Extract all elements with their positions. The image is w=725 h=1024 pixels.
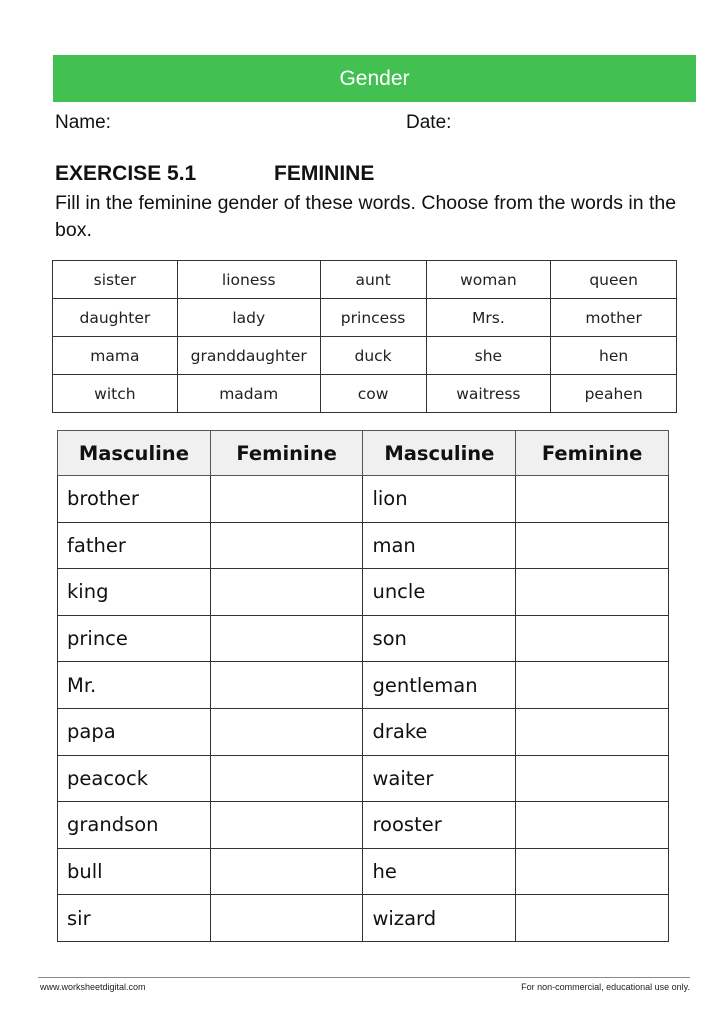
feminine-answer-cell[interactable] (516, 662, 669, 709)
word-bank-item: sister (53, 261, 178, 299)
feminine-answer-cell[interactable] (516, 615, 669, 662)
feminine-answer-cell[interactable] (516, 848, 669, 895)
feminine-answer-cell[interactable] (210, 708, 363, 755)
exercise-heading (55, 162, 374, 186)
feminine-answer-input[interactable] (211, 569, 363, 615)
feminine-answer-input[interactable] (516, 476, 668, 522)
feminine-answer-cell[interactable] (210, 476, 363, 523)
feminine-answer-cell[interactable] (210, 755, 363, 802)
word-bank-item: woman (426, 261, 551, 299)
feminine-answer-input[interactable] (211, 756, 363, 802)
feminine-answer-input[interactable] (516, 662, 668, 708)
feminine-answer-input[interactable] (211, 616, 363, 662)
masculine-word: king (58, 569, 211, 616)
name-field-label: Name: (55, 112, 111, 133)
word-bank-item: peahen (551, 375, 677, 413)
exercise-instructions: Fill in the feminine gender of these words. Choose from the words in the box. (55, 192, 677, 241)
feminine-answer-input[interactable] (211, 802, 363, 848)
masculine-word: lion (363, 476, 516, 523)
table-row (58, 895, 669, 942)
table-row (58, 476, 669, 523)
masculine-word: son (363, 615, 516, 662)
footer-divider (38, 977, 690, 978)
word-bank-row (53, 337, 677, 375)
feminine-answer-input[interactable] (516, 895, 668, 941)
table-header-row (58, 431, 669, 476)
feminine-answer-input[interactable] (516, 756, 668, 802)
feminine-answer-cell[interactable] (210, 848, 363, 895)
word-bank-item: queen (551, 261, 677, 299)
exercise-number: EXERCISE 5.1 (55, 162, 197, 185)
word-bank-row (53, 261, 677, 299)
table-row (58, 662, 669, 709)
masculine-word: drake (363, 708, 516, 755)
word-bank-item: waitress (426, 375, 551, 413)
masculine-word: rooster (363, 802, 516, 849)
feminine-answer-cell[interactable] (516, 895, 669, 942)
masculine-word: father (58, 522, 211, 569)
feminine-answer-cell[interactable] (516, 708, 669, 755)
feminine-answer-input[interactable] (211, 895, 363, 941)
table-row (58, 802, 669, 849)
masculine-word: sir (58, 895, 211, 942)
feminine-answer-cell[interactable] (516, 569, 669, 616)
masculine-word: peacock (58, 755, 211, 802)
table-row (58, 755, 669, 802)
masculine-word: papa (58, 708, 211, 755)
feminine-answer-cell[interactable] (210, 662, 363, 709)
word-bank-item: hen (551, 337, 677, 375)
feminine-answer-input[interactable] (211, 662, 363, 708)
table-row (58, 708, 669, 755)
feminine-answer-cell[interactable] (516, 476, 669, 523)
worksheet-title-banner (53, 55, 696, 102)
word-bank-row (53, 299, 677, 337)
masculine-word: uncle (363, 569, 516, 616)
feminine-answer-cell[interactable] (210, 569, 363, 616)
table-row (58, 615, 669, 662)
feminine-answer-cell[interactable] (516, 755, 669, 802)
feminine-answer-input[interactable] (516, 569, 668, 615)
feminine-answer-cell[interactable] (516, 522, 669, 569)
word-bank-item: aunt (320, 261, 426, 299)
masculine-word: man (363, 522, 516, 569)
table-row (58, 522, 669, 569)
word-bank-item: granddaughter (177, 337, 320, 375)
feminine-answer-input[interactable] (211, 523, 363, 569)
column-header-masculine: Masculine (363, 431, 516, 476)
word-bank-item: daughter (53, 299, 178, 337)
column-header-masculine: Masculine (58, 431, 211, 476)
feminine-answer-input[interactable] (516, 849, 668, 895)
worksheet-title: Gender (339, 66, 410, 90)
feminine-answer-input[interactable] (516, 523, 668, 569)
feminine-answer-cell[interactable] (516, 802, 669, 849)
masculine-word: wizard (363, 895, 516, 942)
table-row (58, 569, 669, 616)
masculine-word: Mr. (58, 662, 211, 709)
masculine-word: he (363, 848, 516, 895)
word-bank-item: duck (320, 337, 426, 375)
masculine-word: prince (58, 615, 211, 662)
word-bank-row (53, 375, 677, 413)
feminine-answer-input[interactable] (516, 709, 668, 755)
feminine-answer-cell[interactable] (210, 522, 363, 569)
word-bank-item: lioness (177, 261, 320, 299)
feminine-answer-cell[interactable] (210, 895, 363, 942)
feminine-answer-cell[interactable] (210, 615, 363, 662)
word-bank-item: she (426, 337, 551, 375)
masculine-word: bull (58, 848, 211, 895)
feminine-answer-input[interactable] (211, 476, 363, 522)
column-header-feminine: Feminine (516, 431, 669, 476)
exercise-topic: FEMININE (274, 162, 375, 185)
word-bank-item: cow (320, 375, 426, 413)
feminine-answer-input[interactable] (211, 849, 363, 895)
word-bank-item: princess (320, 299, 426, 337)
word-bank-item: Mrs. (426, 299, 551, 337)
word-bank-item: mother (551, 299, 677, 337)
column-header-feminine: Feminine (210, 431, 363, 476)
footer-usage-notice: For non-commercial, educational use only. (521, 982, 690, 992)
word-bank-item: madam (177, 375, 320, 413)
feminine-answer-input[interactable] (516, 802, 668, 848)
date-field-label: Date: (406, 112, 452, 133)
table-row (58, 848, 669, 895)
feminine-answer-input[interactable] (516, 616, 668, 662)
footer-website: www.worksheetdigital.com (40, 982, 146, 992)
feminine-answer-cell[interactable] (210, 802, 363, 849)
word-bank-item: witch (53, 375, 178, 413)
word-bank-item: mama (53, 337, 178, 375)
word-bank-box (52, 260, 677, 413)
word-bank-item: lady (177, 299, 320, 337)
gender-answer-table (57, 430, 669, 942)
masculine-word: gentleman (363, 662, 516, 709)
masculine-word: brother (58, 476, 211, 523)
masculine-word: grandson (58, 802, 211, 849)
masculine-word: waiter (363, 755, 516, 802)
feminine-answer-input[interactable] (211, 709, 363, 755)
